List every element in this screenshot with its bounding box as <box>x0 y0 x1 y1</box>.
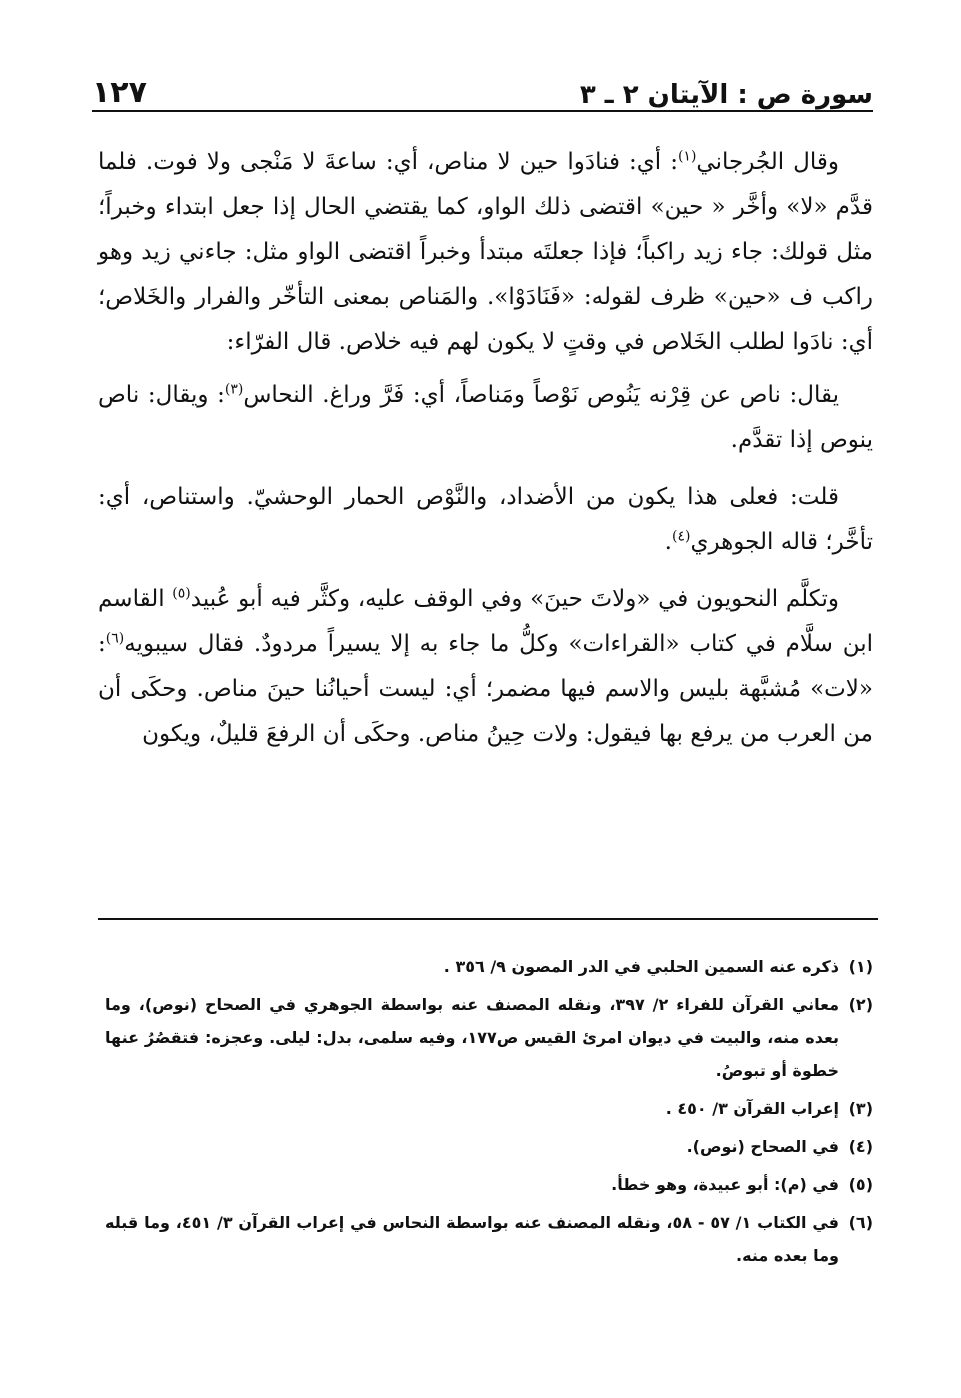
footnote-rule <box>98 918 878 920</box>
text-run: : أي: فنادَوا حين لا مناص، أي: ساعةَ لا مَنْجى ولا فوت. فلما قدَّم «لا» وأخَّر « حين» اقتضى ذلك الواو، كما يقتضي الحال إذا جعل ابتداء وخبراً؛ مثل قولك: جاء زيد راكباً؛ فإذا جعلتَه مبتدأ وخبراً اقتضى الواو مثل: جاءني زيد وهو راكب ف «حين» ظرف لقوله: «فَنَادَوْا». والمَناص بمعنى التأخّر والفرار والخَلاص؛ أي: نادَوا لطلب الخَلاص في وقتٍ لا يكون لهم فيه خلاص. قال الفرّاء: <box>98 149 873 355</box>
text-run: : «لات» مُشبَّهة بليس والاسم فيها مضمر؛ أي: ليست أحيانُنا حينَ مناص. وحكَى أن من العرب من يرفع بها فيقول: ولات حِينُ مناص. وحكَى أن الرفعَ قليلٌ، ويكون <box>98 631 873 747</box>
footnote-text: معاني القرآن للفراء ٢/ ٣٩٧، ونقله المصنف عنه بواسطة الجوهري في الصحاح (نوص)، وما بعده منه، والبيت في ديوان امرئ القيس ص١٧٧، وفيه سلمى، بدل: ليلى. وعجزه: فتقصُرُ عنها خطوة أو تبوصُ. <box>105 995 840 1080</box>
footnote-1 <box>105 950 873 983</box>
footnote-ref[interactable]: (١) <box>677 148 697 165</box>
footnote-number: (٥) <box>848 1175 873 1194</box>
text-run: وتكلَّم النحويون في «ولاتَ حينَ» وفي الوقف عليه، وكثَّر فيه أبو عُبيد <box>190 586 839 612</box>
main-text <box>98 140 873 757</box>
text-run: وقال الجُرجاني <box>696 149 839 175</box>
footnote-ref[interactable]: (٦) <box>105 630 125 647</box>
running-head: سورة ص : الآيتان ٢ ـ ٣ <box>579 80 873 110</box>
paragraph-3 <box>98 475 873 565</box>
footnote-number: (٦) <box>848 1213 873 1232</box>
footnote-text: في الكتاب ١/ ٥٧ - ٥٨، ونقله المصنف عنه بواسطة النحاس في إعراب القرآن ٣/ ٤٥١، وما قبله وما بعده منه. <box>105 1213 840 1265</box>
footnote-ref[interactable]: (٤) <box>671 528 691 545</box>
paragraph-2 <box>98 373 873 463</box>
paragraph-4 <box>98 577 873 757</box>
footnote-text: ذكره عنه السمين الحلبي في الدر المصون ٩/ ٣٥٦ . <box>443 957 839 976</box>
text-run: يقال: ناص عن قِرْنه يَنُوص نَوْصاً ومَناصاً، أي: فَرَّ وراغ. النحاس <box>243 382 839 408</box>
footnote-text: في الصحاح (نوص). <box>686 1137 839 1156</box>
footnote-number: (٢) <box>848 995 873 1014</box>
footnote-5 <box>105 1168 873 1201</box>
footnote-2 <box>105 988 873 1087</box>
footnote-number: (١) <box>848 957 873 976</box>
footnote-text: في (م): أبو عبيدة، وهو خطأ. <box>611 1175 839 1194</box>
footnote-text: إعراب القرآن ٣/ ٤٥٠ . <box>665 1099 839 1118</box>
header-rule <box>92 110 873 112</box>
footnote-6 <box>105 1206 873 1272</box>
page-header <box>92 62 873 110</box>
footnote-4 <box>105 1130 873 1163</box>
footnote-number: (٣) <box>848 1099 873 1118</box>
footnotes <box>105 950 873 1277</box>
footnote-ref[interactable]: (٥) <box>172 585 191 602</box>
paragraph-1 <box>98 140 873 365</box>
text-run: : ويقال: ناص ينوص إذا تقدَّم. <box>98 382 873 453</box>
footnote-number: (٤) <box>848 1137 873 1156</box>
page-number: ١٢٧ <box>92 75 147 110</box>
footnote-ref[interactable]: (٣) <box>224 381 244 398</box>
text-run: . <box>664 529 672 555</box>
footnote-3 <box>105 1092 873 1125</box>
text-run: القاسم ابن سلَّام في كتاب «القراءات» وكلُّ ما جاء به إلا يسيراً مردودٌ. فقال سيبويه <box>98 586 873 657</box>
text-run: قلت: فعلى هذا يكون من الأضداد، والنَّوْص الحمار الوحشيّ. واستناص، أي: تأخَّر؛ قاله الجوهري <box>98 484 873 555</box>
